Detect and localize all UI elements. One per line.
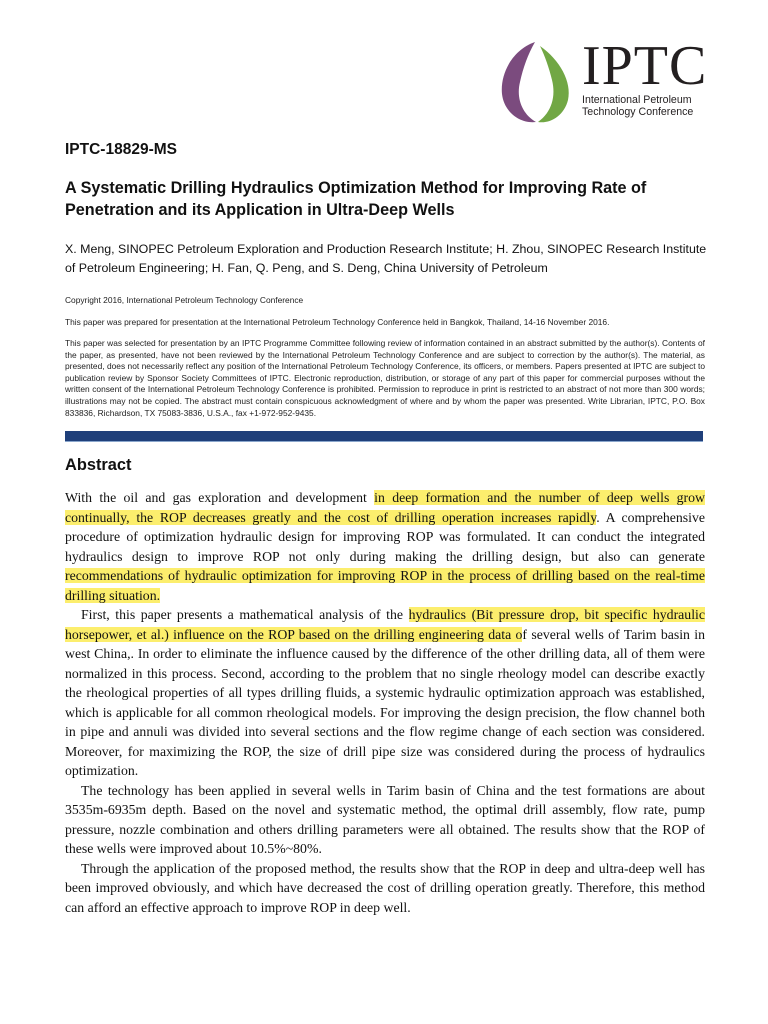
highlighted-text: in deep formation and the number of deep wells grow continually, the ROP decreases greatly and the cost of drilling operation increases rapidly	[65, 490, 705, 525]
abstract-body	[65, 488, 705, 917]
abstract-text: . A comprehensive procedure of optimization hydraulic design for improving ROP was formulated. It can conduct the integrated hydraulics design to improve ROP not only during making the drilling design, but also can generate	[65, 509, 705, 564]
section-divider	[65, 431, 703, 441]
abstract-text: f several wells of Tarim basin in west China,. In order to eliminate the influence caused by the difference of the other drilling data, all of them were normalized in this process. Second, according to the problem that no single rheology model can describe exactly the rheological properties of all types drilling fluids, a systemic hydraulic optimization approach was established, which is applicable for all common rheological models. For improving the design precision, the flow channel both in pipe and annuli was divided into several sections and the flow regime change of each section was considered. Moreover, for maximizing the ROP, the size of drill pipe size was considered during the process of hydraulics optimization.	[65, 626, 705, 778]
prepared-note: This paper was prepared for presentation at the International Petroleum Technology Conference held in Bangkok, Thailand, 14-16 November 2016.	[65, 317, 610, 327]
abstract-text: With the oil and gas exploration and development	[65, 490, 375, 505]
abstract-paragraph-2	[65, 605, 705, 781]
section-divider-underline	[65, 441, 703, 442]
highlighted-text: hydraulics (Bit pressure drop, bit specific hydraulic horsepower, et al.) influence on the ROP based on the drilling engineering data o	[65, 607, 705, 642]
iptc-logo	[498, 35, 708, 126]
abstract-paragraph-4: Through the application of the proposed method, the results show that the ROP in deep and ultra-deep well has been improved obviously, and which have decreased the cost of drilling operation greatly. Therefore, this method can afford an effective approach to improve ROP in deep well.	[65, 860, 705, 915]
paper-id: IPTC-18829-MS	[65, 141, 177, 158]
logo-subtitle-line1: International Petroleum	[582, 94, 692, 106]
logo-wordmark: IPTC	[582, 35, 708, 97]
selection-notice: This paper was selected for presentation by an IPTC Programme Committee following review of information contained in an abstract submitted by the author(s). Contents of the paper, as presented, have not been reviewed by the International Petroleum Technology Conference and are subject to correction by the author(s). The material, as presented, does not necessarily reflect any position of the International Petroleum Technology Conference, its officers, or members. Papers presented at IPTC are subject to publication review by Sponsor Society Committees of IPTC. Electronic reproduction, distribution, or storage of any part of this paper for commercial purposes without the written consent of the International Petroleum Technology Conference is prohibited. Permission to reproduce in print is restricted to an abstract of not more than 300 words; illustrations may not be copied. The abstract must contain conspicuous acknowledgment of where and by whom the paper was presented. Write Librarian, IPTC, P.O. Box 833836, Richardson, TX 75083-3836, U.S.A., fax +1-972-952-9435.	[65, 338, 705, 418]
author-list: X. Meng, SINOPEC Petroleum Exploration and Production Research Institute; H. Zhou, SINOPEC Research Institute of Petroleum Engineering; H. Fan, Q. Peng, and S. Deng, China University of Petroleum	[65, 242, 707, 275]
abstract-paragraph-3: The technology has been applied in several wells in Tarim basin of China and the test formations are about 3535m-6935m depth. Based on the novel and systematic method, the optimal drill assembly, flow rate, pump pressure, nozzle combination and others drilling parameters were all obtained. The results show that the ROP of these wells were improved about 10.5%~80%.	[65, 782, 705, 856]
abstract-text: First, this paper presents a mathematical analysis of the	[81, 607, 409, 622]
copyright-line: Copyright 2016, International Petroleum Technology Conference	[65, 295, 304, 305]
highlighted-text: recommendations of hydraulic optimization for improving ROP in the process of drilling based on the real-time drilling situation.	[65, 568, 705, 603]
abstract-heading: Abstract	[65, 456, 132, 474]
abstract-paragraph-1	[65, 488, 705, 605]
logo-subtitle-line2: Technology Conference	[582, 106, 694, 118]
paper-title: A Systematic Drilling Hydraulics Optimization Method for Improving Rate of Penetration and its Application in Ultra-Deep Wells	[65, 179, 647, 219]
iptc-drop-icon	[498, 40, 578, 126]
